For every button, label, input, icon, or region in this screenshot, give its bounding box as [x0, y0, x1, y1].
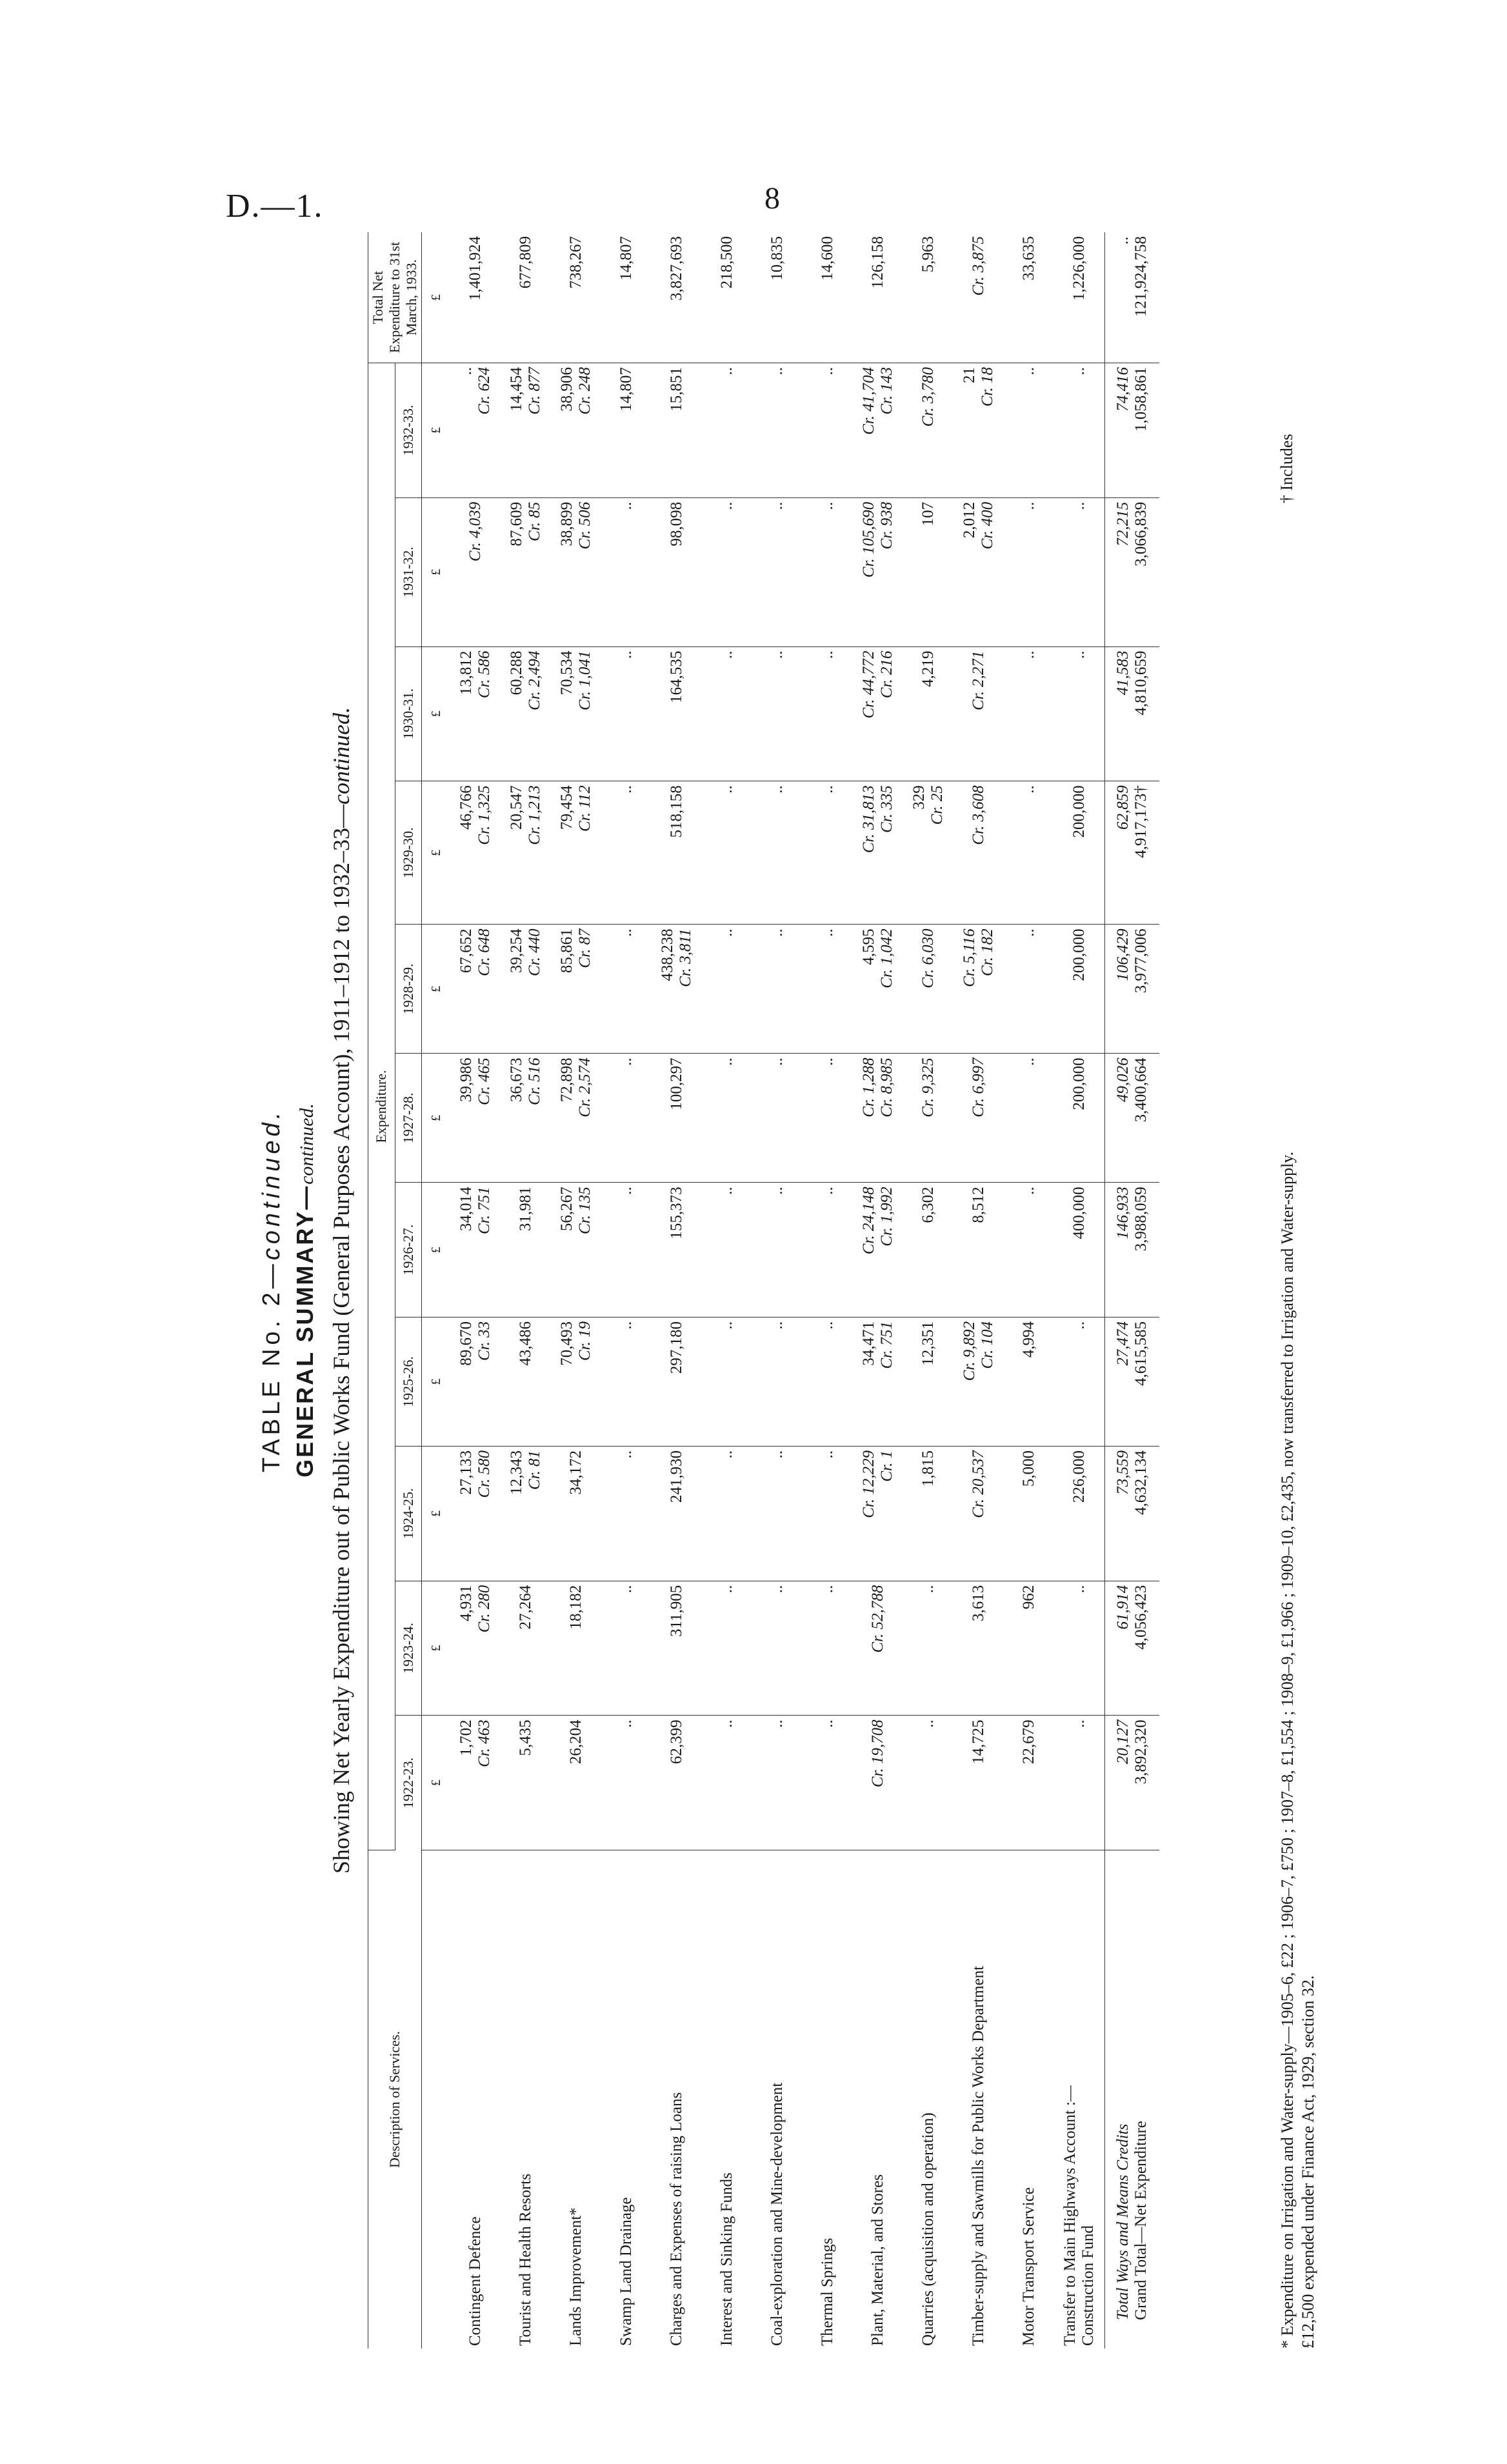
- total-cell: 106,429 3,977,006: [1105, 925, 1160, 1054]
- expenditure-cell: ..: [1054, 1317, 1105, 1447]
- expenditure-cell: ..: [702, 646, 752, 781]
- expenditure-cell: 400,000: [1054, 1183, 1105, 1317]
- expenditure-cell: 4,931 Cr. 280: [450, 1581, 501, 1716]
- currency-symbol: £: [422, 497, 451, 646]
- year-header: 1923-24.: [395, 1581, 422, 1716]
- expenditure-cell: 89,670 Cr. 33: [450, 1317, 501, 1447]
- expenditure-cell: 126,158: [853, 232, 903, 363]
- expenditure-cell: ..: [752, 1581, 803, 1716]
- expenditure-cell: 18,182: [551, 1581, 601, 1716]
- expenditure-cell: 33,635: [1004, 232, 1054, 363]
- expenditure-cell: ..: [702, 1317, 752, 1447]
- expenditure-cell: 329 Cr. 25: [903, 781, 953, 925]
- expenditure-cell: 87,609 Cr. 85: [501, 497, 551, 646]
- expenditure-cell: ..: [1004, 781, 1054, 925]
- expenditure-cell: 34,014 Cr. 751: [450, 1183, 501, 1317]
- totals-label: Total Ways and Means Credits Grand Total—Net Expenditure: [1105, 1850, 1160, 2349]
- expenditure-cell: 34,471 Cr. 751: [853, 1317, 903, 1447]
- expenditure-cell: 218,500: [702, 232, 752, 363]
- expenditure-cell: ..: [702, 1581, 752, 1716]
- service-description: Swamp Land Drainage: [617, 2197, 635, 2346]
- expenditure-cell: 27,264: [501, 1581, 551, 1716]
- expenditure-cell: 164,535: [652, 646, 702, 781]
- expenditure-cell: ..: [702, 781, 752, 925]
- year-header: 1928-29.: [395, 925, 422, 1054]
- expenditure-cell: 38,906 Cr. 248: [551, 363, 601, 498]
- expenditure-cell: ..: [803, 497, 853, 646]
- expenditure-cell: ..: [601, 1183, 652, 1317]
- expenditure-cell: 8,512: [953, 1183, 1004, 1317]
- expenditure-cell: ..: [702, 363, 752, 498]
- year-header: 1924-25.: [395, 1447, 422, 1581]
- expenditure-cell: 226,000: [1054, 1447, 1105, 1581]
- expenditure-cell: ..: [702, 925, 752, 1054]
- expenditure-cell: 5,963: [903, 232, 953, 363]
- expenditure-cell: Cr. 6,030: [903, 925, 953, 1054]
- expenditure-cell: 85,861 Cr. 87: [551, 925, 601, 1054]
- expenditure-cell: 297,180: [652, 1317, 702, 1447]
- expenditure-cell: 4,219: [903, 646, 953, 781]
- expenditure-cell: 738,267: [551, 232, 601, 363]
- total-cell: 27,474 4,615,585: [1105, 1317, 1160, 1447]
- expenditure-cell: Cr. 24,148 Cr. 1,992: [853, 1183, 903, 1317]
- expenditure-cell: ..: [752, 1716, 803, 1850]
- expenditure-cell: 100,297: [652, 1054, 702, 1183]
- expenditure-cell: ..: [1004, 925, 1054, 1054]
- expenditure-cell: Cr. 44,772 Cr. 216: [853, 646, 903, 781]
- expenditure-cell: 3,827,693: [652, 232, 702, 363]
- expenditure-cell: ..: [803, 1317, 853, 1447]
- expenditure-cell: Cr. 12,229 Cr. 1: [853, 1447, 903, 1581]
- expenditure-cell: 70,534 Cr. 1,041: [551, 646, 601, 781]
- table-row: [1004, 232, 1054, 2349]
- expenditure-cell: Cr. 41,704 Cr. 143: [853, 363, 903, 498]
- expenditure-cell: 241,930: [652, 1447, 702, 1581]
- expenditure-cell: 39,254 Cr. 440: [501, 925, 551, 1054]
- total-cell: 146,933 3,988,059: [1105, 1183, 1160, 1317]
- expenditure-cell: 14,600: [803, 232, 853, 363]
- expenditure-cell: ..: [601, 1317, 652, 1447]
- expenditure-cell: ..: [601, 1054, 652, 1183]
- expenditure-cell: 70,493 Cr. 19: [551, 1317, 601, 1447]
- service-description: Interest and Sinking Funds: [718, 2172, 735, 2346]
- expenditure-cell: 1,226,000: [1054, 232, 1105, 363]
- footnote-dagger: † Includes: [1277, 434, 1296, 503]
- service-description: Charges and Expenses of raising Loans: [668, 2092, 685, 2346]
- total-cell: 20,127 3,892,320: [1105, 1716, 1160, 1850]
- year-header: 1926-27.: [395, 1183, 422, 1317]
- expenditure-cell: 39,986 Cr. 465: [450, 1054, 501, 1183]
- service-description: Thermal Springs: [819, 2238, 836, 2346]
- year-header: 1930-31.: [395, 646, 422, 781]
- expenditure-cell: ..: [803, 1716, 853, 1850]
- expenditure-cell: ..: [601, 1716, 652, 1850]
- expenditure-cell: 12,343 Cr. 81: [501, 1447, 551, 1581]
- expenditure-cell: 36,673 Cr. 516: [501, 1054, 551, 1183]
- expenditure-cell: ..: [601, 925, 652, 1054]
- expenditure-cell: 56,267 Cr. 135: [551, 1183, 601, 1317]
- expenditure-cell: ..: [903, 1716, 953, 1850]
- expenditure-cell: 6,302: [903, 1183, 953, 1317]
- expenditure-cell: 98,098: [652, 497, 702, 646]
- table-row: [501, 232, 551, 2349]
- service-description: Timber-supply and Sawmills for Public Works Department: [970, 1965, 987, 2346]
- totals-row: [1105, 232, 1160, 2349]
- expenditure-cell: 14,807: [601, 363, 652, 498]
- expenditure-cell: 67,652 Cr. 648: [450, 925, 501, 1054]
- expenditure-cell: 5,435: [501, 1716, 551, 1850]
- currency-symbol: £: [422, 646, 451, 781]
- service-description: Plant, Material, and Stores: [869, 2174, 886, 2346]
- expenditure-cell: ..: [903, 1581, 953, 1716]
- expenditure-cell: 13,812 Cr. 586: [450, 646, 501, 781]
- table-row: [752, 232, 803, 2349]
- expenditure-cell: ..: [702, 1716, 752, 1850]
- total-header: Total Net Expenditure to 31st March, 1933.: [368, 232, 422, 363]
- description-header: Description of Services.: [368, 1850, 422, 2349]
- expenditure-cell: 14,807: [601, 232, 652, 363]
- expenditure-header: Expenditure.: [368, 363, 395, 1850]
- currency-symbol: £: [422, 1054, 451, 1183]
- expenditure-cell: ..: [601, 781, 652, 925]
- expenditure-cell: 4,994: [1004, 1317, 1054, 1447]
- expenditure-cell: 518,158: [652, 781, 702, 925]
- table-row: [853, 232, 903, 2349]
- expenditure-cell: 20,547 Cr. 1,213: [501, 781, 551, 925]
- service-description: Lands Improvement*: [567, 2207, 584, 2346]
- expenditure-cell: ..: [752, 363, 803, 498]
- expenditure-cell: 26,204: [551, 1716, 601, 1850]
- expenditure-cell: ..: [702, 1447, 752, 1581]
- expenditure-cell: ..: [752, 646, 803, 781]
- expenditure-cell: Cr. 6,997: [953, 1054, 1004, 1183]
- service-description: Transfer to Main Highways Account :— Construction Fund: [1061, 2085, 1097, 2346]
- table-row: [601, 232, 652, 2349]
- expenditure-cell: 200,000: [1054, 925, 1105, 1054]
- expenditure-cell: 46,766 Cr. 1,325: [450, 781, 501, 925]
- footnote-star: * Expenditure on Irrigation and Water-supply—1905–6, £22 ; 1906–7, £750 ; 1907–8, £1,554 ; 1908–9, £1,966 ; 1909–10, £2,435, now transferred to Irrigation and Water-supply. £12,500 expended under Finance Act, 1929, section 32.: [1278, 1151, 1317, 2349]
- expenditure-cell: 22,679: [1004, 1716, 1054, 1850]
- expenditure-cell: 677,809: [501, 232, 551, 363]
- expenditure-cell: .. Cr. 624: [450, 363, 501, 498]
- table-subtitle: Showing Net Yearly Expenditure out of Public Works Fund (General Purposes Account), 1911–1912 to 1932–33—continued.: [328, 707, 354, 1874]
- expenditure-cell: 12,351: [903, 1317, 953, 1447]
- total-cell: 49,026 3,400,664: [1105, 1054, 1160, 1183]
- expenditure-cell: Cr. 2,271: [953, 646, 1004, 781]
- currency-symbol: £: [422, 925, 451, 1054]
- expenditure-cell: ..: [601, 1447, 652, 1581]
- expenditure-cell: ..: [601, 497, 652, 646]
- table-row: [450, 232, 501, 2349]
- table-row: [551, 232, 601, 2349]
- total-cell: 61,914 4,056,423: [1105, 1581, 1160, 1716]
- table-row: [903, 232, 953, 2349]
- total-cell: 73,559 4,632,134: [1105, 1447, 1160, 1581]
- expenditure-cell: ..: [1004, 1054, 1054, 1183]
- expenditure-cell: Cr. 52,788: [853, 1581, 903, 1716]
- expenditure-cell: Cr. 5,116 Cr. 182: [953, 925, 1004, 1054]
- expenditure-cell: 31,981: [501, 1183, 551, 1317]
- expenditure-cell: ..: [803, 1054, 853, 1183]
- table-row: [953, 232, 1004, 2349]
- expenditure-cell: ..: [1054, 497, 1105, 646]
- document-reference: D.—1.: [226, 188, 324, 225]
- service-description: Coal-exploration and Mine-development: [768, 2082, 786, 2346]
- expenditure-cell: 14,725: [953, 1716, 1004, 1850]
- expenditure-cell: 27,133 Cr. 580: [450, 1447, 501, 1581]
- expenditure-cell: ..: [1004, 1183, 1054, 1317]
- expenditure-cell: 1,815: [903, 1447, 953, 1581]
- expenditure-cell: ..: [1054, 646, 1105, 781]
- expenditure-cell: 34,172: [551, 1447, 601, 1581]
- year-header: 1932-33.: [395, 363, 422, 498]
- expenditure-cell: 962: [1004, 1581, 1054, 1716]
- expenditure-cell: ..: [601, 646, 652, 781]
- expenditure-cell: Cr. 4,039: [450, 497, 501, 646]
- expenditure-cell: ..: [803, 925, 853, 1054]
- expenditure-cell: 438,238 Cr. 3,811: [652, 925, 702, 1054]
- total-cell: .. 121,924,758: [1105, 232, 1160, 363]
- table-row: [652, 232, 702, 2349]
- currency-symbol: £: [422, 781, 451, 925]
- expenditure-cell: 15,851: [652, 363, 702, 498]
- expenditure-cell: 10,835: [752, 232, 803, 363]
- expenditure-cell: Cr. 19,708: [853, 1716, 903, 1850]
- expenditure-cell: ..: [1054, 1581, 1105, 1716]
- expenditure-cell: ..: [752, 1054, 803, 1183]
- year-header: 1931-32.: [395, 497, 422, 646]
- expenditure-cell: ..: [1004, 497, 1054, 646]
- expenditure-cell: 311,905: [652, 1581, 702, 1716]
- expenditure-cell: 72,898 Cr. 2,574: [551, 1054, 601, 1183]
- expenditure-cell: 4,595 Cr. 1,042: [853, 925, 903, 1054]
- expenditure-cell: ..: [752, 1317, 803, 1447]
- service-description: Contingent Defence: [466, 2216, 484, 2346]
- expenditure-cell: 62,399: [652, 1716, 702, 1850]
- expenditure-cell: Cr. 9,325: [903, 1054, 953, 1183]
- total-cell: 72,215 3,066,839: [1105, 497, 1160, 646]
- expenditure-cell: Cr. 20,537: [953, 1447, 1004, 1581]
- expenditure-cell: ..: [702, 497, 752, 646]
- expenditure-cell: ..: [803, 363, 853, 498]
- currency-symbol: £: [422, 1317, 451, 1447]
- expenditure-cell: 5,000: [1004, 1447, 1054, 1581]
- total-cell: 62,859 4,917,173†: [1105, 781, 1160, 925]
- expenditure-cell: Cr. 31,813 Cr. 335: [853, 781, 903, 925]
- total-cell: 41,583 4,810,659: [1105, 646, 1160, 781]
- service-description: Motor Transport Service: [1020, 2187, 1037, 2346]
- currency-row-label: [422, 1850, 451, 2349]
- expenditure-cell: ..: [752, 781, 803, 925]
- currency-symbol: £: [422, 1716, 451, 1850]
- expenditure-cell: Cr. 1,288 Cr. 8,985: [853, 1054, 903, 1183]
- expenditure-cell: Cr. 3,608: [953, 781, 1004, 925]
- expenditure-cell: ..: [1054, 1716, 1105, 1850]
- currency-symbol: £: [422, 1447, 451, 1581]
- expenditure-cell: ..: [1004, 646, 1054, 781]
- expenditure-cell: ..: [803, 1447, 853, 1581]
- summary-title: GENERAL SUMMARY—continued.: [292, 1103, 318, 1477]
- currency-symbol: £: [422, 363, 451, 498]
- expenditure-cell: 21 Cr. 18: [953, 363, 1004, 498]
- expenditure-cell: 38,899 Cr. 506: [551, 497, 601, 646]
- expenditure-cell: ..: [752, 497, 803, 646]
- expenditure-cell: 1,401,924: [450, 232, 501, 363]
- expenditure-cell: ..: [1054, 363, 1105, 498]
- year-header: 1927-28.: [395, 1054, 422, 1183]
- year-header: 1929-30.: [395, 781, 422, 925]
- expenditure-cell: Cr. 3,875: [953, 232, 1004, 363]
- expenditure-cell: ..: [601, 1581, 652, 1716]
- expenditure-cell: ..: [1004, 363, 1054, 498]
- expenditure-cell: 60,288 Cr. 2,494: [501, 646, 551, 781]
- table-row: [702, 232, 752, 2349]
- year-header: 1925-26.: [395, 1317, 422, 1447]
- service-description: Quarries (acquisition and operation): [919, 2112, 937, 2346]
- expenditure-cell: 200,000: [1054, 1054, 1105, 1183]
- expenditure-cell: Cr. 9,892 Cr. 104: [953, 1317, 1004, 1447]
- expenditure-cell: ..: [803, 1183, 853, 1317]
- expenditure-cell: 155,373: [652, 1183, 702, 1317]
- currency-symbol: £: [422, 232, 451, 363]
- table-number-title: TABLE No. 2—continued.: [258, 1108, 285, 1473]
- expenditure-cell: ..: [752, 925, 803, 1054]
- expenditure-cell: Cr. 105,690 Cr. 938: [853, 497, 903, 646]
- expenditure-cell: ..: [752, 1183, 803, 1317]
- currency-symbol: £: [422, 1581, 451, 1716]
- expenditure-cell: ..: [702, 1183, 752, 1317]
- expenditure-cell: ..: [803, 781, 853, 925]
- currency-symbol: £: [422, 1183, 451, 1317]
- expenditure-cell: 1,702 Cr. 463: [450, 1716, 501, 1850]
- expenditure-cell: ..: [803, 646, 853, 781]
- expenditure-cell: 200,000: [1054, 781, 1105, 925]
- expenditure-cell: ..: [752, 1447, 803, 1581]
- expenditure-cell: 43,486: [501, 1317, 551, 1447]
- page-number: 8: [764, 181, 780, 215]
- expenditure-cell: 14,454 Cr. 877: [501, 363, 551, 498]
- table-row: [1054, 232, 1105, 2349]
- total-cell: 74,416 1,058,861: [1105, 363, 1160, 498]
- service-description: Tourist and Health Resorts: [517, 2174, 534, 2346]
- expenditure-cell: ..: [702, 1054, 752, 1183]
- expenditure-cell: 2,012 Cr. 400: [953, 497, 1004, 646]
- expenditure-cell: 107: [903, 497, 953, 646]
- expenditure-cell: ..: [803, 1581, 853, 1716]
- expenditure-cell: Cr. 3,780: [903, 363, 953, 498]
- table-row: [803, 232, 853, 2349]
- year-header: 1922-23.: [395, 1716, 422, 1850]
- rotated-table-sheet: [232, 206, 1342, 2374]
- expenditure-cell: 79,454 Cr. 112: [551, 781, 601, 925]
- expenditure-table: [368, 232, 1159, 2349]
- expenditure-cell: 3,613: [953, 1581, 1004, 1716]
